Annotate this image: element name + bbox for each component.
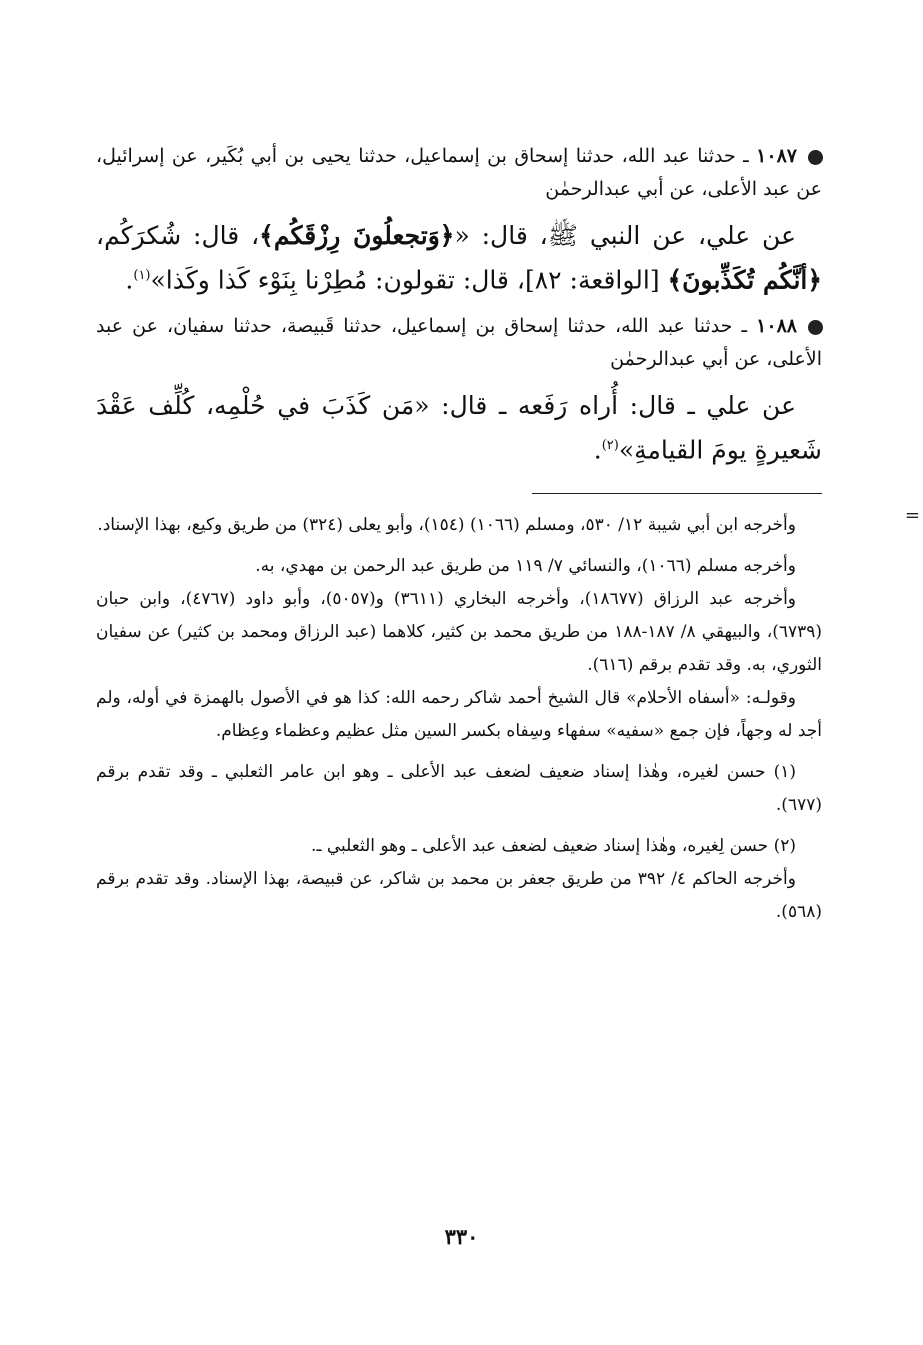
matn-text: عن علي، عن النبي ﷺ، قال: « bbox=[454, 221, 796, 250]
footnote-ref: (١) bbox=[133, 268, 151, 283]
footnote-1: (١) حسن لغيره، وهٰذا إسناد ضعيف لضعف عبد الأعلى ـ وهو ابن عامر الثعلبي ـ وقد تقدم برقم (٦٧٧). bbox=[96, 761, 822, 815]
matn-text: عن علي ـ قال: أُراه رَفَعه ـ قال: «مَن كَذَبَ في حُلْمِه، كُلِّف عَقْدَ شَعيرةٍ يومَ القيامةِ» bbox=[96, 391, 822, 465]
hadith-bullet-icon bbox=[809, 321, 822, 334]
footnote-2: (٢) حسن لِغيره، وهٰذا إسناد ضعيف لضعف عبد الأعلى ـ وهو الثعلبي ـ. bbox=[311, 835, 796, 856]
footnotes bbox=[96, 509, 822, 929]
isnad-text: ـ حدثنا عبد الله، حدثنا إسحاق بن إسماعيل، حدثنا قَبيصة، حدثنا سفيان، عن عبد الأعلى، عن أبي عبدالرحمٰن bbox=[96, 315, 822, 371]
hadith-1088-chain bbox=[96, 310, 822, 376]
page-body bbox=[96, 140, 920, 929]
hadith-1088-matn bbox=[96, 386, 822, 470]
hadith-number: ١٠٨٧ bbox=[756, 145, 797, 167]
matn-text: ، قال: شُكرَكُم، bbox=[96, 221, 260, 250]
hadith-number: ١٠٨٨ bbox=[756, 315, 797, 338]
hadith-bullet-icon bbox=[809, 151, 822, 164]
continuation-mark: = bbox=[904, 504, 920, 526]
quran-quote: ﴿أنَّكُم تُكَذِّبونَ﴾ bbox=[667, 265, 822, 295]
matn-end: . bbox=[125, 265, 134, 295]
hadith-1087-matn bbox=[96, 216, 822, 300]
matn-end: . bbox=[593, 435, 602, 465]
quran-quote: ﴿وَتجعلُونَ رِزْقَكُم﴾ bbox=[259, 221, 455, 250]
page-number: ٣٣٠ bbox=[444, 1224, 479, 1249]
isnad-text: ـ حدثنا عبد الله، حدثنا إسحاق بن إسماعيل، حدثنا يحيى بن أبي بُكَير، عن إسرائيل، عن عبد الأعلى، عن أبي عبدالرحمٰن bbox=[96, 145, 822, 200]
matn-text: [الواقعة: ٨٢]، قال: تقولون: مُطِرْنا بِنَوْء كَذا وكَذا» bbox=[150, 265, 668, 295]
footnote-continuation: وأخرجه ابن أبي شيبة ١٢/ ٥٣٠، ومسلم (١٠٦٦) (١٥٤)، وأبو يعلى (٣٢٤) من طريق وكيع، بهذا الإسناد. bbox=[97, 514, 796, 535]
footnote-continuation: وقولـه: «أسفاه الأحلام» قال الشيخ أحمد شاكر رحمه الله: كذا هو في الأصول بالهمزة في أوله، ولم أجد له وجهاً، فإن جمع «سفيه» سفهاء وسِفاه بكسر السين مثل عظيم وعظماء وعِظام. bbox=[96, 687, 822, 741]
footnote-continuation: وأخرجه عبد الرزاق (١٨٦٧٧)، وأخرجه البخاري (٣٦١١) و(٥٠٥٧)، وأبو داود (٤٧٦٧)، وابن حبان (٦٧٣٩)، والبيهقي ٨/ ١٨٧-١٨٨ من طريق محمد بن كثير، كلاهما (عبد الرزاق ومحمد بن كثير) عن سفيان الثوري، به. وقد تقدم برقم (٦١٦). bbox=[96, 588, 822, 675]
hadith-1087-chain bbox=[96, 140, 822, 206]
footnote-continuation: وأخرجه مسلم (١٠٦٦)، والنسائي ٧/ ١١٩ من طريق عبد الرحمن بن مهدي، به. bbox=[255, 555, 796, 576]
footnote-2-continued: وأخرجه الحاكم ٤/ ٣٩٢ من طريق جعفر بن محمد بن شاكر، عن قبيصة، بهذا الإسناد. وقد تقدم برقم (٥٦٨). bbox=[96, 868, 822, 922]
footnote-ref: (٢) bbox=[601, 438, 619, 454]
separator-line bbox=[532, 493, 822, 494]
